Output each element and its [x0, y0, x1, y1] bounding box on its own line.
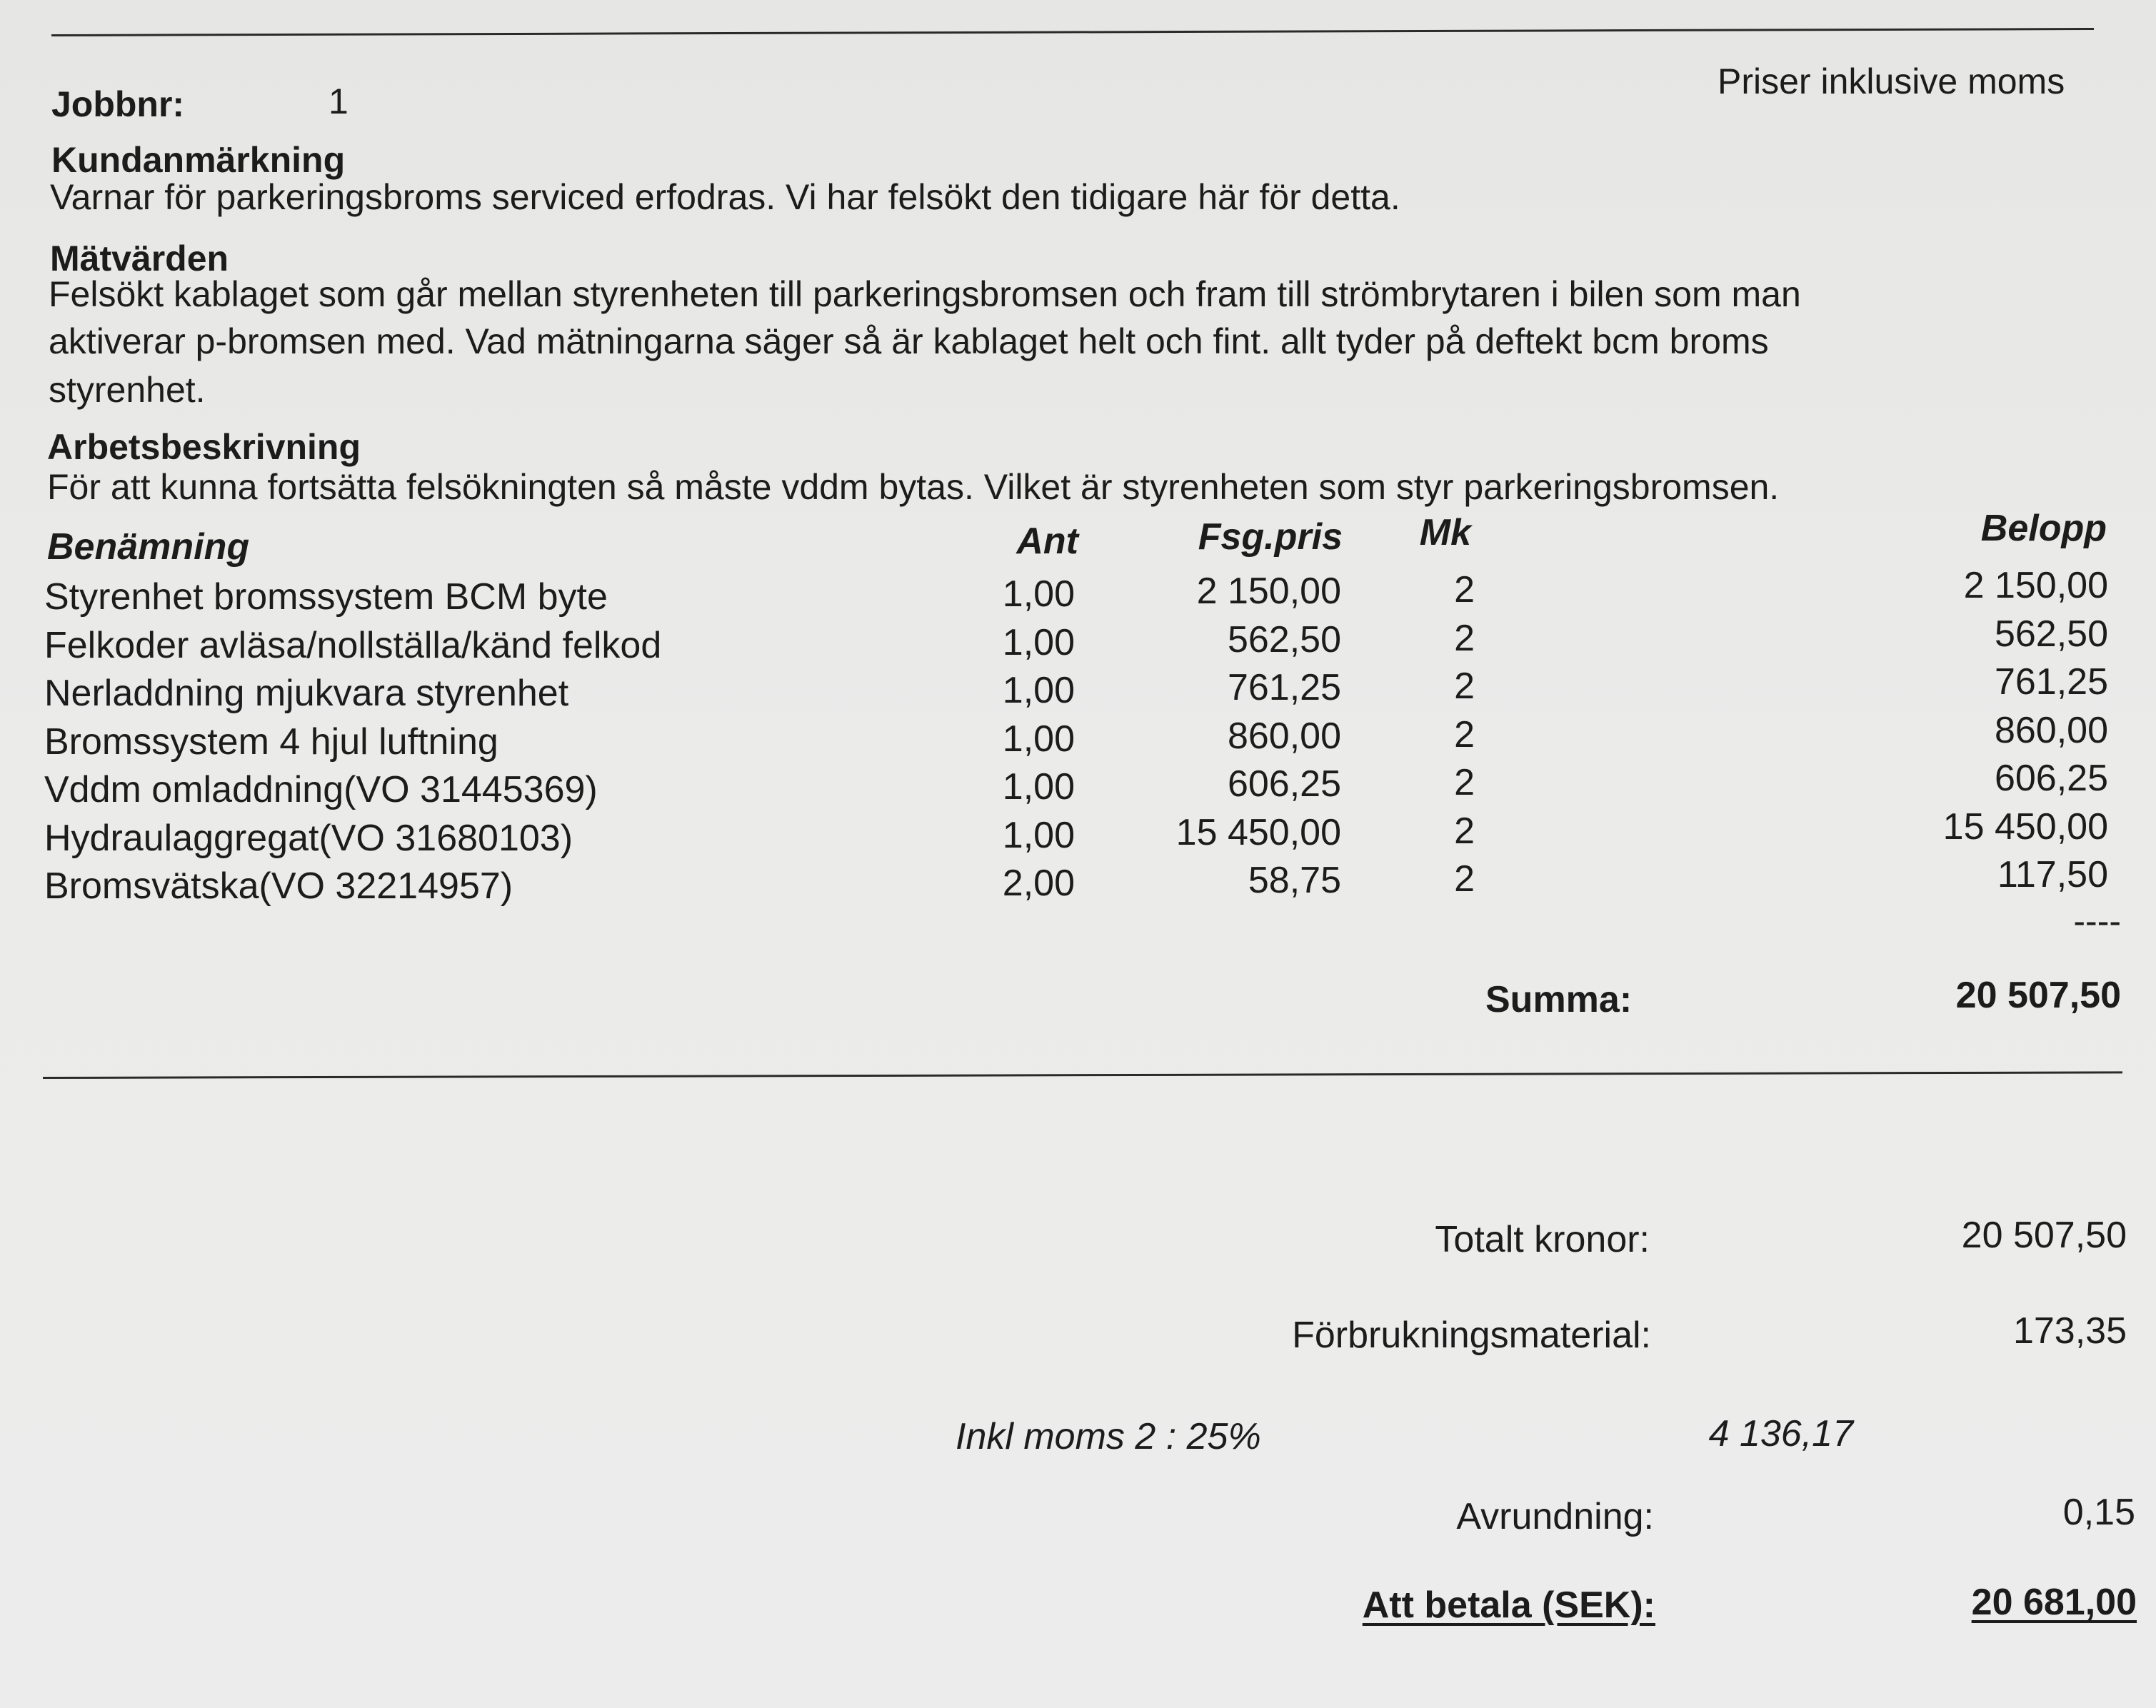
header-belopp: Belopp [1980, 508, 2107, 549]
item-price: 606,25 [1227, 763, 1341, 805]
avrundning-label: Avrundning: [1456, 1496, 1654, 1537]
item-belopp: 2 150,00 [1963, 565, 2108, 606]
arbetsbeskrivning-title: Arbetsbeskrivning [47, 427, 361, 467]
item-price: 860,00 [1227, 715, 1341, 757]
item-ant: 1,00 [1002, 573, 1075, 615]
avrundning-value: 0,15 [2062, 1492, 2135, 1533]
item-belopp: 562,50 [1994, 613, 2108, 655]
totalt-label: Totalt kronor: [1435, 1219, 1650, 1260]
item-ant: 1,00 [1002, 766, 1075, 808]
moms-label: Inkl moms 2 : 25% [956, 1416, 1261, 1457]
item-mk: 2 [1454, 617, 1475, 659]
summa-label: Summa: [1485, 979, 1633, 1020]
header-benamning: Benämning [47, 526, 250, 568]
item-name: Bromsvätska(VO 32214957) [44, 865, 513, 907]
item-mk: 2 [1454, 762, 1475, 803]
item-ant: 1,00 [1002, 621, 1075, 663]
matvarden-title: Mätvärden [50, 238, 229, 278]
arbetsbeskrivning-text: För att kunna fortsätta felsökningten så måste vddm bytas. Vilket är styrenheten som styr parkeringsbromsen. [47, 467, 1780, 507]
matvarden-line: styrenhet. [49, 370, 206, 410]
item-belopp: 117,50 [1997, 854, 2108, 895]
item-price: 562,50 [1227, 618, 1341, 660]
header-fsgpris: Fsg.pris [1198, 516, 1343, 558]
item-ant: 2,00 [1002, 863, 1075, 904]
item-price: 761,25 [1227, 667, 1341, 708]
att-betala-label: Att betala (SEK): [1362, 1584, 1655, 1626]
summa-value: 20 507,50 [1955, 975, 2121, 1016]
item-mk: 2 [1454, 569, 1475, 611]
item-belopp: 15 450,00 [1942, 805, 2108, 848]
summa-separator: ---- [2073, 901, 2121, 941]
item-price: 58,75 [1248, 860, 1341, 901]
item-price: 15 450,00 [1175, 811, 1341, 853]
jobbnr-label: Jobbnr: [51, 84, 185, 124]
item-name: Vddm omladdning(VO 31445369) [44, 769, 598, 810]
item-name: Hydraulaggregat(VO 31680103) [44, 817, 573, 859]
kundanmarkning-text: Varnar för parkeringsbroms serviced erfodras. Vi har felsökt den tidigare här för detta. [50, 177, 1400, 217]
item-price: 2 150,00 [1196, 571, 1341, 612]
top-divider [51, 28, 2094, 36]
kundanmarkning-title: Kundanmärkning [51, 140, 346, 180]
header-ant: Ant [1016, 521, 1078, 562]
header-mk: Mk [1419, 512, 1471, 553]
moms-value: 4 136,17 [1708, 1413, 1853, 1455]
jobbnr-value: 1 [329, 81, 349, 121]
forbrukning-value: 173,35 [2012, 1310, 2127, 1352]
item-mk: 2 [1454, 713, 1475, 755]
item-belopp: 761,25 [1994, 661, 2108, 703]
forbrukning-label: Förbrukningsmaterial: [1292, 1315, 1651, 1356]
middle-divider [43, 1071, 2122, 1079]
item-ant: 1,00 [1002, 814, 1075, 856]
item-belopp: 606,25 [1994, 758, 2108, 799]
item-name: Styrenhet bromssystem BCM byte [44, 576, 608, 618]
item-name: Nerladdning mjukvara styrenhet [44, 673, 569, 714]
item-ant: 1,00 [1002, 670, 1075, 711]
item-mk: 2 [1454, 858, 1475, 900]
item-name: Felkoder avläsa/nollställa/känd felkod [44, 624, 662, 666]
matvarden-line: Felsökt kablaget som går mellan styrenheten till parkeringsbromsen och fram till strömbrytaren i bilen som man [49, 274, 1801, 314]
item-name: Bromssystem 4 hjul luftning [44, 720, 498, 763]
att-betala-value: 20 681,00 [1971, 1582, 2137, 1623]
item-belopp: 860,00 [1994, 709, 2108, 751]
item-ant: 1,00 [1002, 718, 1075, 760]
item-mk: 2 [1454, 810, 1475, 852]
matvarden-line: aktiverar p-bromsen med. Vad mätningarna säger så är kablaget helt och fint. allt tyder på deftekt bcm broms [49, 321, 1769, 361]
totalt-value: 20 507,50 [1961, 1215, 2127, 1256]
item-mk: 2 [1454, 665, 1475, 707]
price-note: Priser inklusive moms [1718, 61, 2065, 101]
